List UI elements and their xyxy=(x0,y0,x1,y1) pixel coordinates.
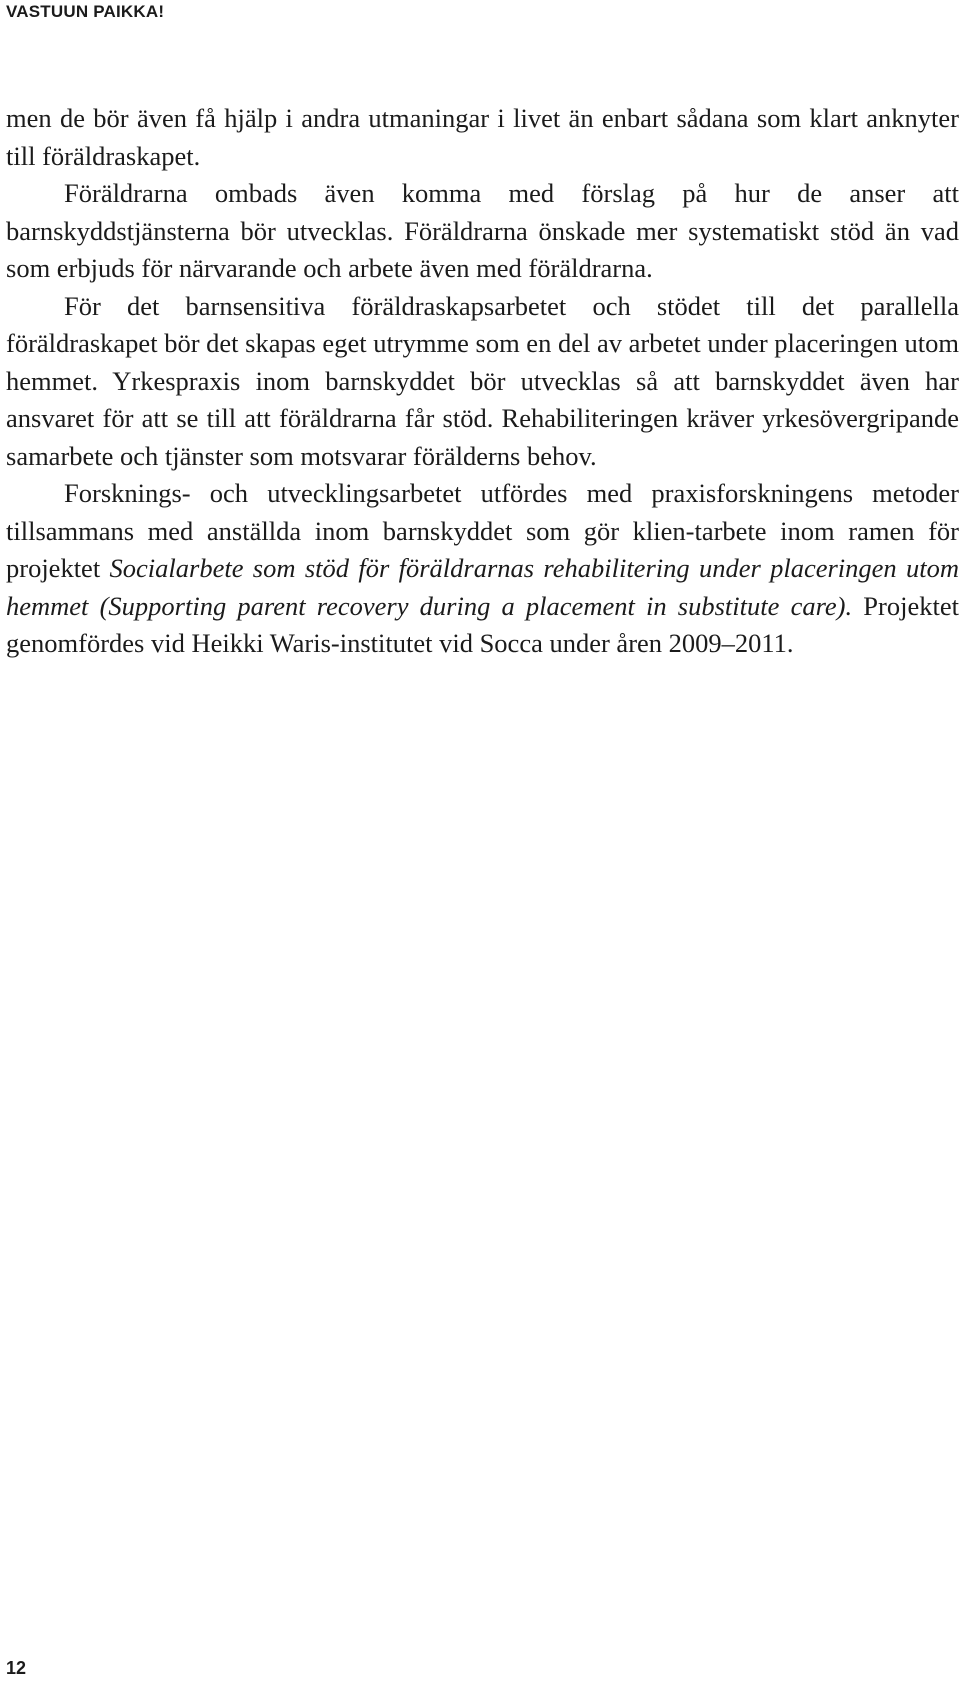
research-text-after: Projektet genomfördes vid Heikki Waris-institutet vid Socca under åren 2009–2011. xyxy=(6,590,959,658)
body-text xyxy=(6,100,959,663)
paragraph-parent-suggestions: Föräldrarna ombads även komma med förslag på hur de anser att barnskyddstjänsterna bör utvecklas. Föräldrarna önskade mer systematiskt stöd än vad som erbjuds för närvarande och arbete även med föräldrarna. xyxy=(6,178,959,283)
research-text-before: Forsknings- och utvecklingsarbetet utfördes med praxisforskningens metoder tillsammans med anställda inom barnskyddet som gör klien-tarbete inom ramen för projektet xyxy=(6,478,959,583)
project-title-italic: Socialarbete som stöd för föräldrarnas rehabilitering under placeringen utom hemmet (Supporting parent recovery during a placement in substitute care). xyxy=(6,553,960,621)
paragraph-continuation: men de bör även få hjälp i andra utmaningar i livet än enbart sådana som klart anknyter till föräldraskapet. xyxy=(6,103,959,171)
running-head-title: VASTUUN PAIKKA! xyxy=(6,2,165,21)
paragraph-research-project xyxy=(6,475,959,663)
paragraph-parenting-support: För det barnsensitiva föräldraskapsarbetet och stödet till det parallella föräldraskapet bör det skapas eget utrymme som en del av arbetet under placeringen utom hemmet. Yrkespraxis inom barnskyddet bör utvecklas så att barnskyddet även har ansvaret för att se till att föräldrarna får stöd. Rehabiliteringen kräver yrkesövergripande samarbete och tjänster som motsvarar förälderns behov. xyxy=(6,290,959,471)
page-number: 12 xyxy=(6,1658,27,1678)
